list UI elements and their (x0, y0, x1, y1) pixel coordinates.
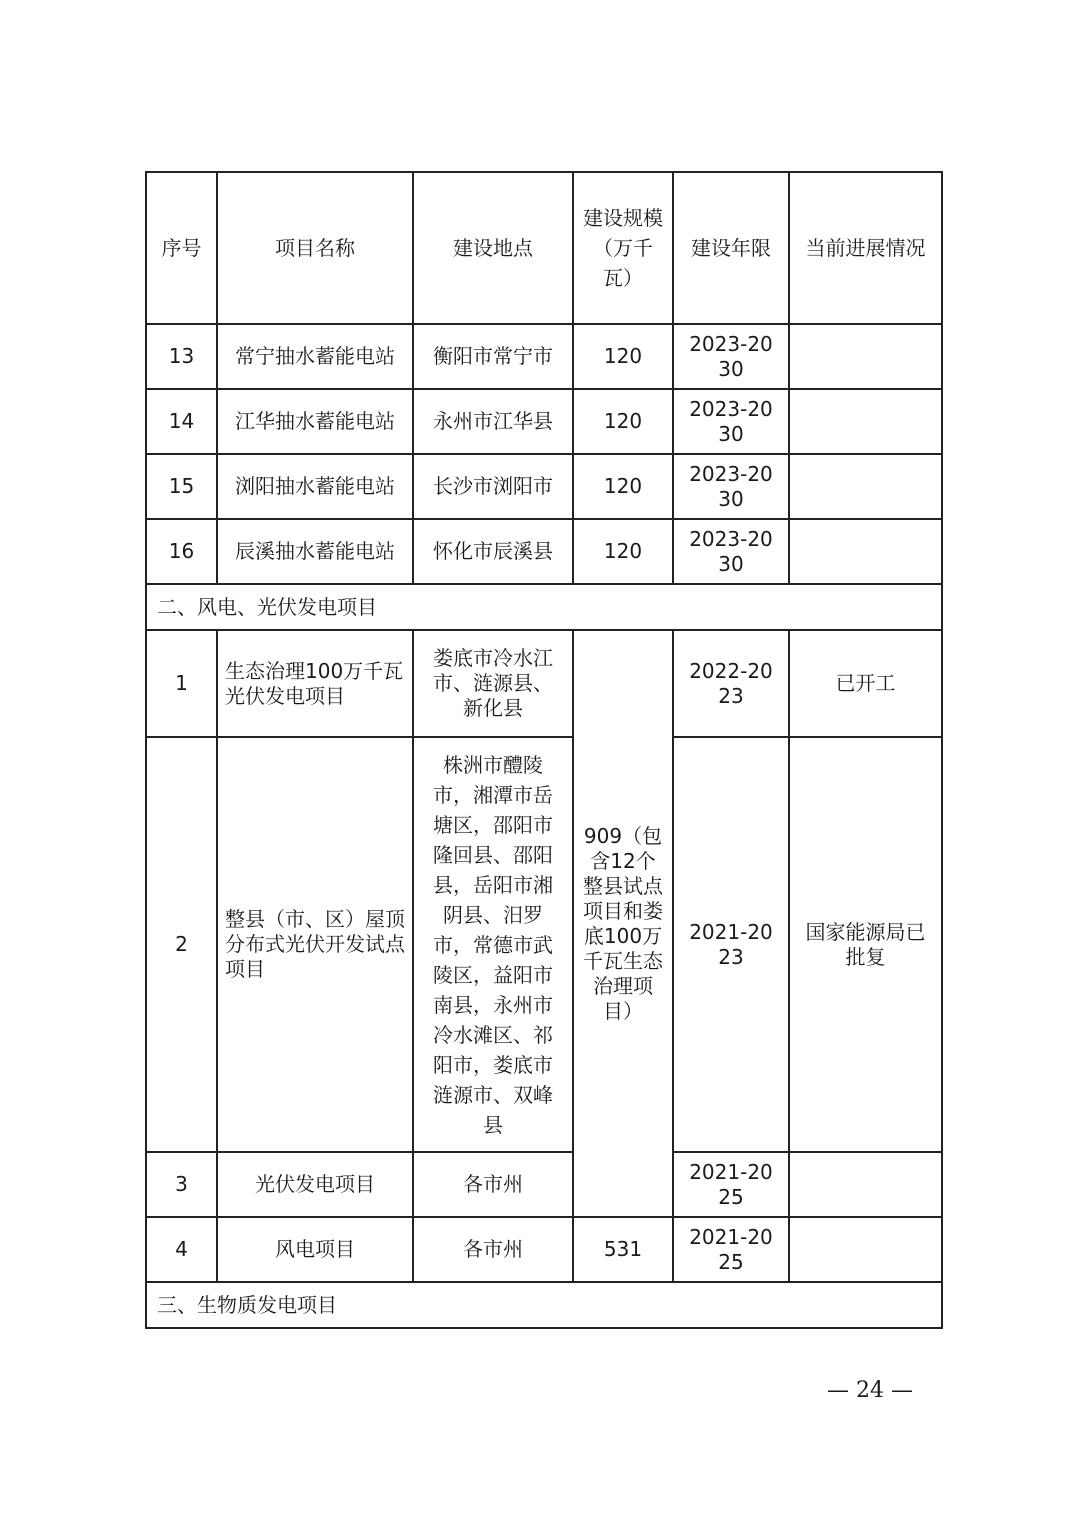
cell-years: 2021-2025 (673, 1217, 789, 1282)
cell-progress (789, 519, 942, 584)
cell-scale: 531 (573, 1217, 673, 1282)
cell-years: 2021-2023 (673, 737, 789, 1152)
cell-location: 娄底市冷水江市、涟源县、新化县 (413, 630, 573, 737)
cell-scale: 120 (573, 324, 673, 389)
cell-name: 常宁抽水蓄能电站 (217, 324, 413, 389)
cell-progress (789, 454, 942, 519)
header-years: 建设年限 (673, 172, 789, 324)
cell-no: 15 (146, 454, 217, 519)
cell-location: 长沙市浏阳市 (413, 454, 573, 519)
cell-no: 3 (146, 1152, 217, 1217)
cell-progress (789, 389, 942, 454)
page-number: — 24 — (827, 1378, 913, 1403)
table-row (146, 324, 942, 389)
header-name: 项目名称 (217, 172, 413, 324)
cell-name: 浏阳抽水蓄能电站 (217, 454, 413, 519)
header-no: 序号 (146, 172, 217, 324)
cell-progress (789, 1152, 942, 1217)
project-table (145, 171, 943, 1329)
cell-location: 衡阳市常宁市 (413, 324, 573, 389)
cell-location: 怀化市辰溪县 (413, 519, 573, 584)
section-title-biomass: 三、生物质发电项目 (146, 1282, 942, 1328)
table-row (146, 630, 942, 737)
table-row (146, 454, 942, 519)
cell-scale: 120 (573, 389, 673, 454)
cell-years: 2023-2030 (673, 519, 789, 584)
cell-no: 4 (146, 1217, 217, 1282)
cell-name: 整县（市、区）屋顶分布式光伏开发试点项目 (217, 737, 413, 1152)
cell-name: 辰溪抽水蓄能电站 (217, 519, 413, 584)
table-header-row (146, 172, 942, 324)
cell-location: 株洲市醴陵市，湘潭市岳塘区，邵阳市隆回县、邵阳县，岳阳市湘阴县、汨罗市，常德市武陵区，益阳市南县，永州市冷水滩区、祁阳市，娄底市涟源市、双峰县 (413, 737, 573, 1152)
cell-progress (789, 324, 942, 389)
cell-years: 2023-2030 (673, 324, 789, 389)
table-row (146, 1152, 942, 1217)
cell-progress: 国家能源局已批复 (789, 737, 942, 1152)
cell-name: 光伏发电项目 (217, 1152, 413, 1217)
table-row (146, 737, 942, 1152)
cell-name: 风电项目 (217, 1217, 413, 1282)
cell-no: 1 (146, 630, 217, 737)
cell-name: 江华抽水蓄能电站 (217, 389, 413, 454)
cell-no: 13 (146, 324, 217, 389)
cell-progress (789, 1217, 942, 1282)
cell-no: 2 (146, 737, 217, 1152)
cell-years: 2022-2023 (673, 630, 789, 737)
cell-years: 2023-2030 (673, 454, 789, 519)
header-progress: 当前进展情况 (789, 172, 942, 324)
cell-years: 2021-2025 (673, 1152, 789, 1217)
header-scale: 建设规模（万千瓦） (573, 172, 673, 324)
cell-location: 各市州 (413, 1152, 573, 1217)
cell-scale: 120 (573, 454, 673, 519)
section-row (146, 584, 942, 630)
cell-no: 14 (146, 389, 217, 454)
table-row (146, 389, 942, 454)
cell-scale: 120 (573, 519, 673, 584)
cell-location: 永州市江华县 (413, 389, 573, 454)
header-location: 建设地点 (413, 172, 573, 324)
cell-name: 生态治理100万千瓦光伏发电项目 (217, 630, 413, 737)
cell-location: 各市州 (413, 1217, 573, 1282)
section-title-wind-pv: 二、风电、光伏发电项目 (146, 584, 942, 630)
cell-scale-merged: 909（包含12个整县试点项目和娄底100万千瓦生态治理项目） (573, 630, 673, 1217)
cell-no: 16 (146, 519, 217, 584)
cell-progress: 已开工 (789, 630, 942, 737)
table-row (146, 1217, 942, 1282)
section-row (146, 1282, 942, 1328)
table-row (146, 519, 942, 584)
cell-years: 2023-2030 (673, 389, 789, 454)
